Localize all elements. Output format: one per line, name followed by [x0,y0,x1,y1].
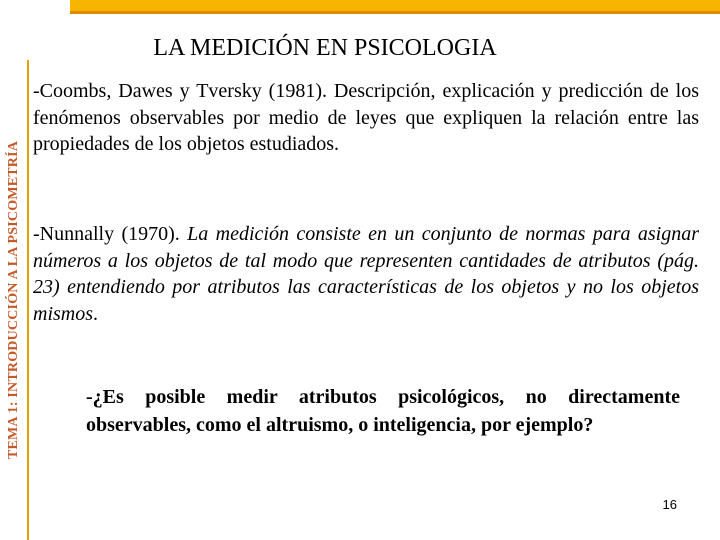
nunnally-definition: La medición consiste en un conjunto de normas para asignar números a los objetos de tal modo que representen cantidades de atributos (pág. 23) entendiendo por atributos las características de los objetos y no los objetos mismos [33,223,699,325]
side-topic-label: TEMA 1: INTRODUCCIÓN A LA PSICOMETRÍA [6,140,21,460]
slide-title: LA MEDICIÓN EN PSICOLOGIA [153,35,497,61]
nunnally-citation: -Nunnally (1970). [33,223,188,245]
page-number: 16 [662,497,677,512]
paragraph-nunnally [33,221,699,327]
nunnally-period: . [93,302,99,325]
side-divider-line [27,60,29,540]
top-accent-bar [70,0,720,14]
paragraph-question: -¿Es posible medir atributos psicológicos, no directamente observables, como el altruismo, o inteligencia, por ejemplo? [86,386,680,436]
paragraph-coombs: -Coombs, Dawes y Tversky (1981). Descripción, explicación y predicción de los fenómenos observables por medio de leyes que expliquen la relación entre las propiedades de los objetos estudiados. [33,80,699,156]
